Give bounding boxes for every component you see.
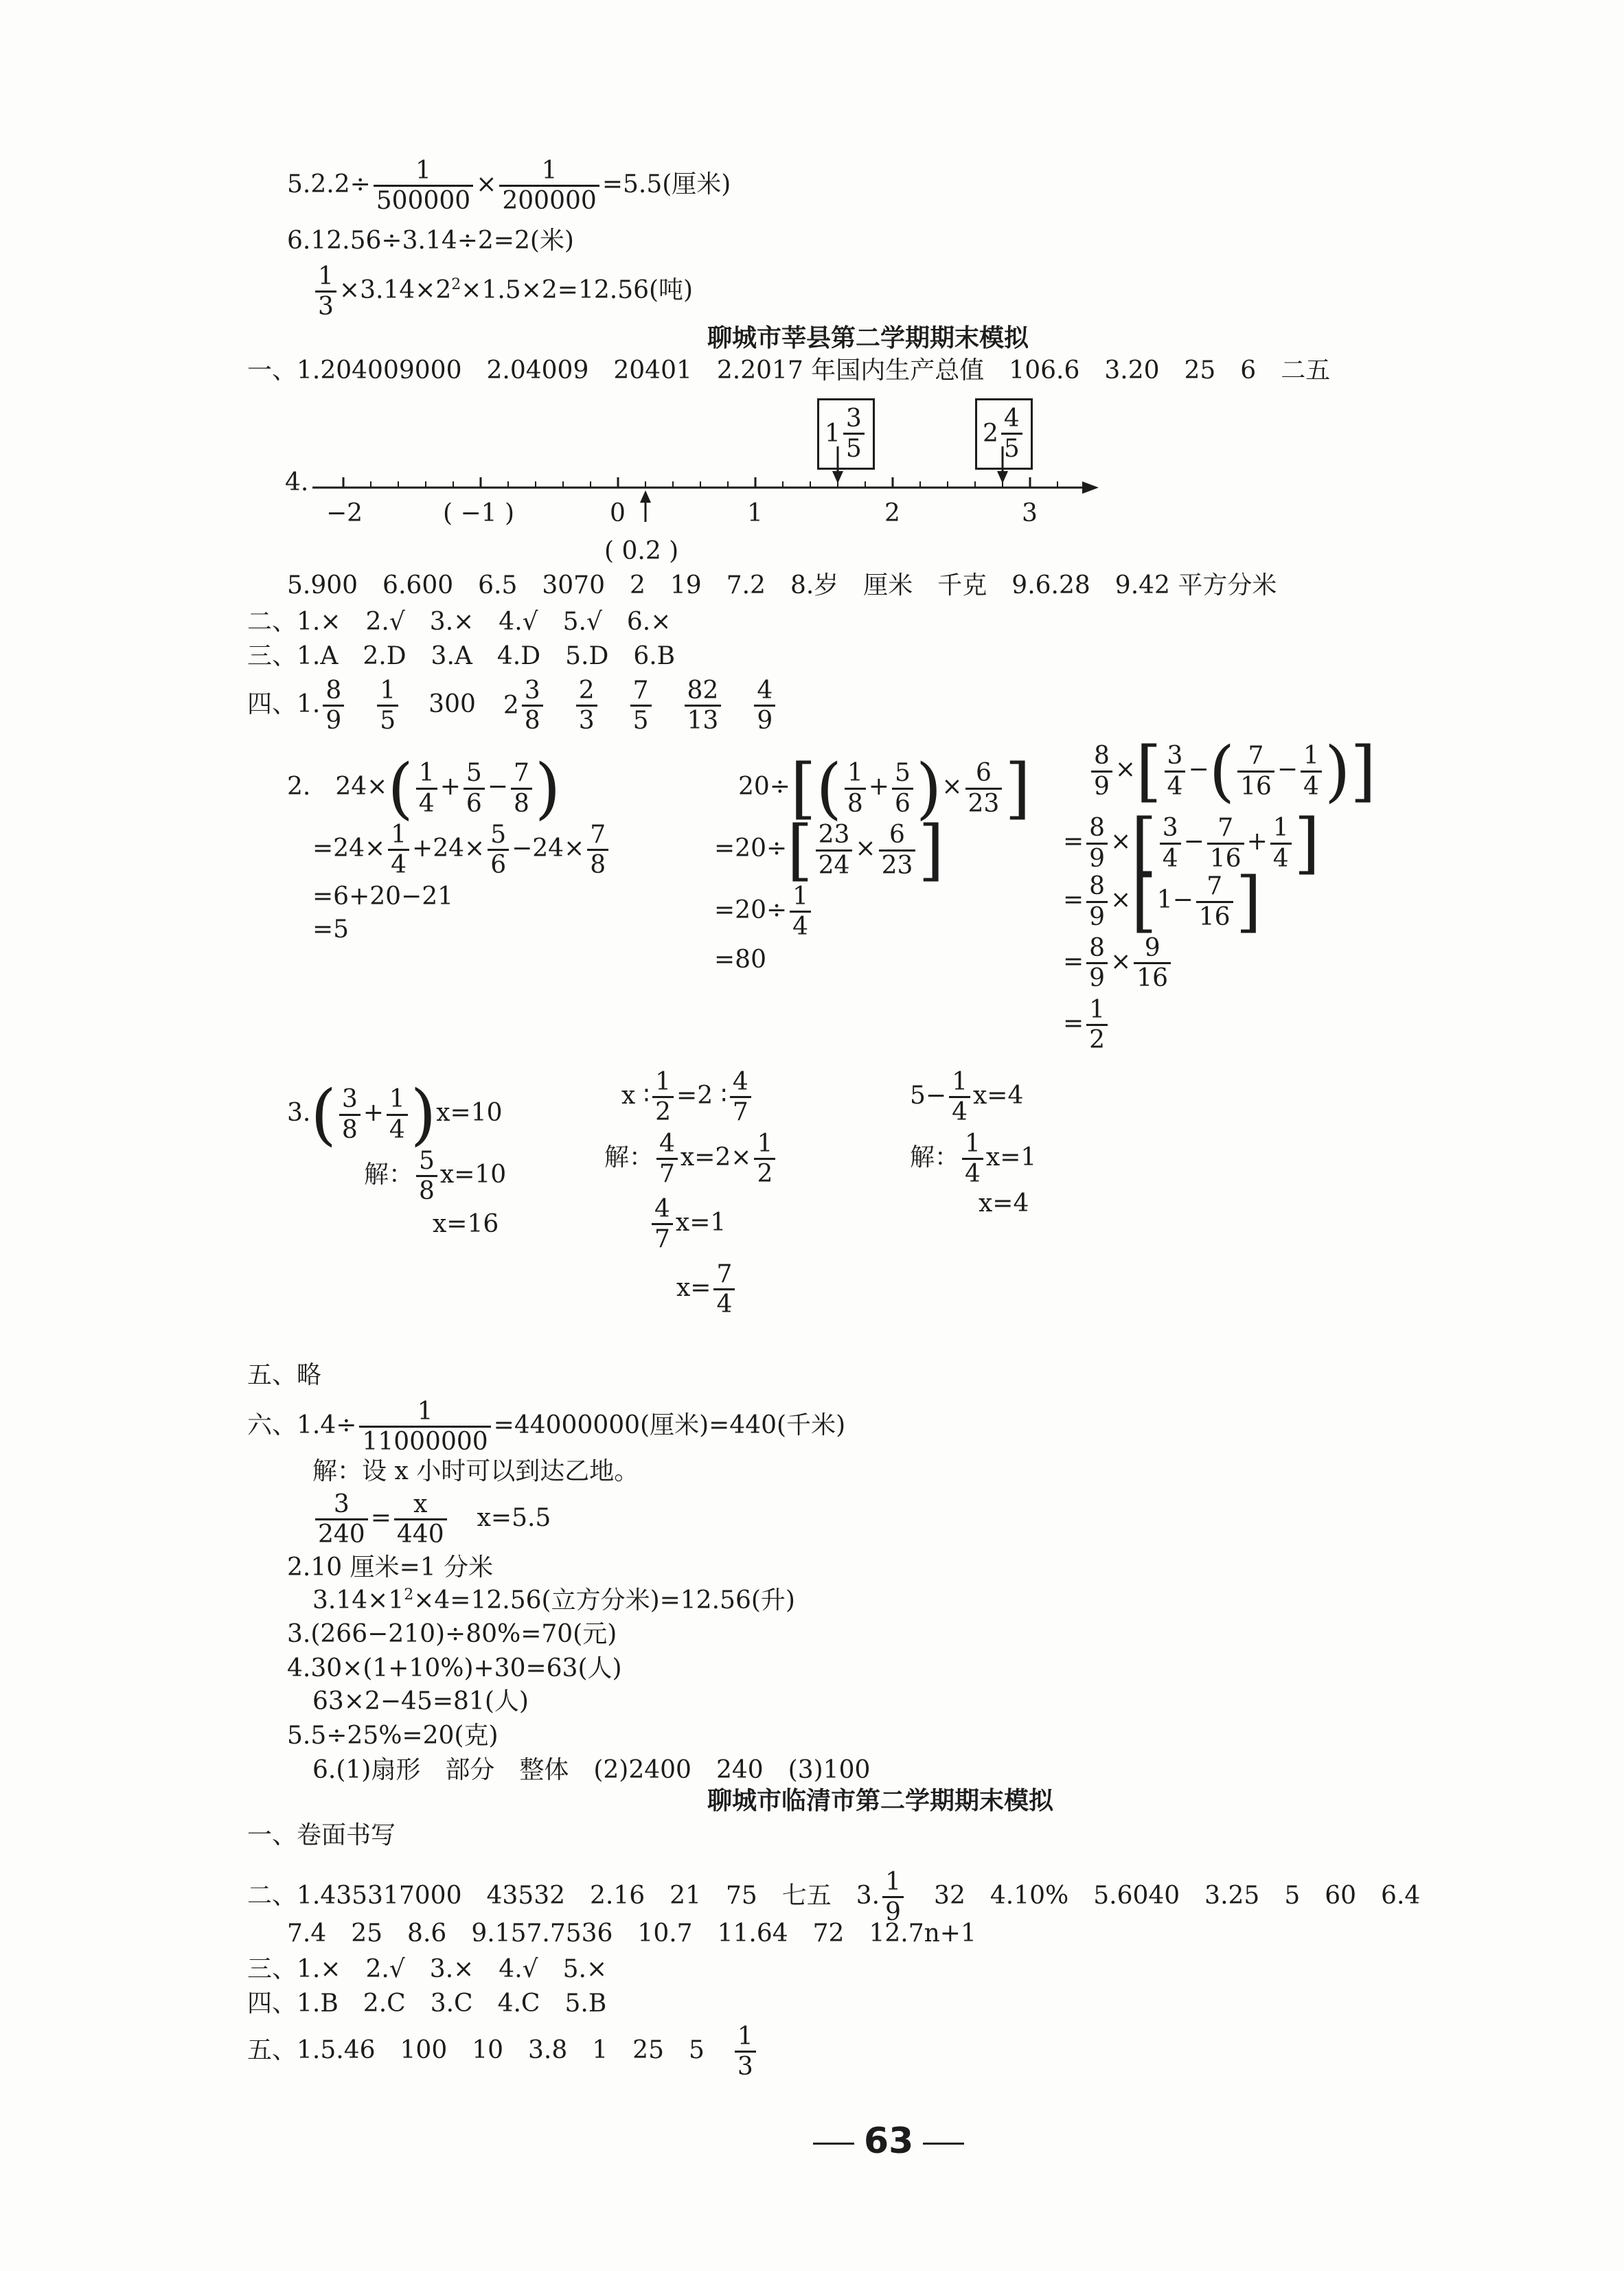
calc-2-line-4: =80: [714, 946, 766, 974]
calc-3-line-1: $\frac{8}{9}$ ×[ $\frac{3}{4}$ −( $\frac{7}{16}$ − $\frac{1}{4}$ )]: [1088, 738, 1376, 804]
calc-1-line-4: =5: [312, 915, 350, 944]
eq-2-line-1: x ∶ $\frac{1}{2}$ =2 ∶ $\frac{4}{7}$: [621, 1068, 754, 1127]
watermark-mark: [227, 1696, 350, 1737]
calc-2-line-1: 20÷[( $\frac{1}{8}$ + $\frac{5}{6}$ )× $\frac{6}{23}$ ]: [738, 750, 1031, 827]
calc-1-line-1: 2. 24×( $\frac{1}{4}$ + $\frac{5}{6}$ − $\frac{7}{8}$ ): [287, 750, 561, 827]
eq-1-line-2: 解： $\frac{5}{8}$ x=10: [364, 1147, 507, 1206]
part-3-line: 三、1.× 2.√ 3.× 4.√ 5.×: [247, 1955, 608, 1983]
answer-line-5: 5.2.2÷ $\frac{1}{500000}$ × $\frac{1}{200000}$ =5.5(厘米): [287, 157, 731, 216]
calc-3-line-5: = $\frac{1}{2}$: [1063, 996, 1110, 1055]
fraction: $\frac{1}{500000}$: [374, 157, 473, 216]
part-1-line-5: 5.900 6.600 6.5 3070 2 19 7.2 8.岁 厘米 千克 9.6.28 9.42 平方分米: [287, 571, 1277, 600]
part-6-line-2: 解：设 x 小时可以到达乙地。: [312, 1457, 639, 1485]
number-line-prefix: 4.: [285, 468, 309, 497]
part-1-line: 一、1.204009000 2.04009 20401 2.2017 年国内生产总值 106.6 3.20 25 6 二五: [247, 356, 1331, 385]
part-6-line-3: $\frac{3}{240}$ = $\frac{x}{440}$ x=5.5: [312, 1490, 551, 1549]
answer-line-6: 6.12.56÷3.14÷2=2(米): [287, 227, 574, 255]
part-2-line: 二、1.× 2.√ 3.× 4.√ 5.√ 6.×: [247, 608, 672, 636]
part-6-line-5: $3.14\times 1^2\times 4=12.56$(立方分米)=12.56(升): [312, 1586, 795, 1614]
eq-2-line-4: x= $\frac{7}{4}$: [676, 1260, 737, 1319]
fraction: $\frac{1}{200000}$: [499, 157, 599, 216]
part-4-line: 四、1. $\frac{8}{9}$ $\frac{1}{5}$ 300 2 3 8 $\frac{2}{3}$ $\frac{7}{5}$ $\frac{82}{13}$ $\frac{4}{9}$: [247, 676, 778, 735]
calc-1-line-2: =24× $\frac{1}{4}$ +24× $\frac{5}{6}$ −24× $\frac{7}{8}$: [312, 821, 611, 880]
calc-3-line-2: = $\frac{8}{9}$ ×[ $\frac{3}{4}$ − $\frac{7}{16}$ + $\frac{1}{4}$ ]: [1063, 805, 1320, 882]
number-line-figure: [247, 398, 1140, 577]
number-line: [247, 398, 1140, 577]
eq-3-line-2: 解： $\frac{1}{4}$ x=1: [910, 1130, 1037, 1189]
eq-3-line-1: 5− $\frac{1}{4}$ x=4: [910, 1068, 1024, 1127]
tick-label: −2: [326, 499, 363, 527]
answer-line-6b: $\frac{1}{3}$ $\times 3.14\times 2^2\times 1.5\times 2=12.56$(吨): [312, 262, 693, 321]
tick-label: 1: [747, 499, 763, 527]
part-6-line-4: 2.10 厘米=1 分米: [287, 1553, 494, 1582]
part-1-line: 一、卷面书写: [247, 1821, 396, 1849]
part-6-line-7: 4.30×(1+10%)+30=63(人): [287, 1654, 622, 1682]
tick-label: 0: [610, 499, 626, 527]
section-title: 聊城市临清市第二学期期末模拟: [707, 1787, 1054, 1815]
part-6-line-6: 3.(266−210)÷80%=70(元): [287, 1620, 617, 1648]
calc-1-line-3: =6+20−21: [312, 882, 454, 911]
part-3-line: 三、1.A 2.D 3.A 4.D 5.D 6.B: [247, 642, 676, 670]
part-6-line-9: 5.5÷25%=20(克): [287, 1722, 499, 1750]
tick-label: ( −1 ): [443, 499, 515, 527]
tick-label: 3: [1022, 499, 1038, 527]
fraction: $\frac{1}{3}$: [315, 262, 336, 321]
tick-label: 2: [884, 499, 900, 527]
part-4-line: 四、1.B 2.C 3.C 4.C 5.B: [247, 1989, 607, 2018]
part-6-line-8: 63×2−45=81(人): [312, 1687, 529, 1715]
eq-1-line-3: x=16: [433, 1210, 499, 1238]
part-5-line: 五、略: [247, 1361, 322, 1389]
calc-3-line-4: = $\frac{8}{9}$ × $\frac{9}{16}$: [1063, 934, 1174, 993]
section-title: 聊城市莘县第二学期期末模拟: [707, 324, 1029, 352]
part-2-line-1: 二、1.435317000 43532 2.16 21 75 七五 3. $\frac{1}{9}$ 32 4.10% 5.6040 3.25 5 60 6.4: [247, 1868, 1421, 1927]
watermark-mark: [227, 1978, 350, 2019]
page-number: 63: [803, 2123, 974, 2159]
calc-3-line-3: = $\frac{8}{9}$ ×[1− $\frac{7}{16}$ ]: [1063, 863, 1262, 940]
part-5-line: 五、1.5.46 100 10 3.8 1 25 5 $\frac{1}{3}$: [247, 2022, 759, 2081]
mixed-number-box-1: 1 3 5: [817, 398, 875, 470]
part-2-line-2: 7.4 25 8.6 9.157.7536 10.7 11.64 72 12.7n+1: [287, 1919, 976, 1948]
eq-3-line-3: x=4: [979, 1189, 1029, 1218]
eq-1-line-1: 3.( $\frac{3}{8}$ + $\frac{1}{4}$ )x=10: [287, 1076, 503, 1153]
part-6-line-10: 6.(1)扇形 部分 整体 (2)2400 240 (3)100: [312, 1756, 871, 1784]
calc-2-line-3: =20÷ $\frac{1}{4}$: [714, 882, 814, 942]
eq-2-line-2: 解： $\frac{4}{7}$ x=2× $\frac{1}{2}$: [604, 1130, 778, 1189]
point-label: ( 0.2 ): [604, 537, 679, 565]
mixed-number-box-2: 2 4 5: [975, 398, 1033, 470]
calc-2-line-2: =20÷[ $\frac{23}{24}$ × $\frac{6}{23}$ ]: [714, 812, 944, 889]
part-6-line-1: 六、1.4÷ $\frac{1}{11000000}$ =44000000(厘米)=440(千米): [247, 1397, 846, 1457]
eq-2-line-3: $\frac{4}{7}$ x=1: [649, 1195, 726, 1254]
